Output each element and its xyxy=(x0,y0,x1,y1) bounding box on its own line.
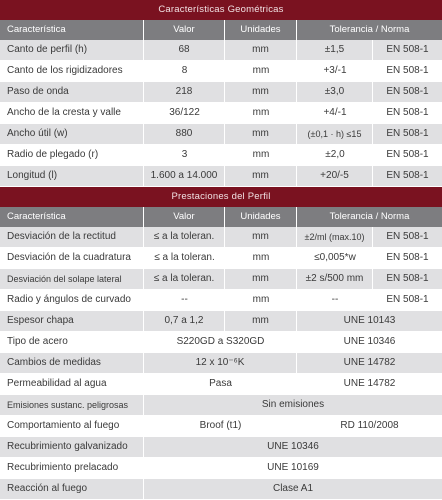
cell-unidades: mm xyxy=(252,294,270,305)
table-row xyxy=(0,166,442,187)
cell-valor: 0,7 a 1,2 xyxy=(144,311,225,331)
cell-norma: EN 508-1 xyxy=(386,86,429,97)
header-valor: Valor xyxy=(144,207,225,227)
cell-unidades: mm xyxy=(225,124,297,144)
cell-valor: Sin emisiones xyxy=(261,399,325,410)
perf-header-row xyxy=(0,207,442,227)
table-row xyxy=(0,290,442,311)
cell-norma: EN 508-1 xyxy=(386,44,429,55)
header-tolerancia: Tolerancia / Norma xyxy=(329,24,410,35)
cell-caracteristica: Cambios de medidas xyxy=(0,353,144,373)
cell-norma: UNE 14782 xyxy=(343,378,396,389)
cell-caracteristica: Ancho útil (w) xyxy=(0,124,144,144)
cell-valor: 68 xyxy=(144,40,225,60)
cell-valor: 12 x 10⁻⁶K xyxy=(144,353,297,373)
cell-norma: UNE 10346 xyxy=(343,336,396,347)
geo-header-row xyxy=(0,20,442,40)
cell-caracteristica: Comportamiento al fuego xyxy=(7,420,120,431)
cell-tolerancia: +20/-5 xyxy=(297,166,373,186)
cell-valor: -- xyxy=(181,294,188,305)
cell-tolerancia: ±1,5 xyxy=(297,40,373,60)
table-row xyxy=(0,145,442,166)
cell-tolerancia: +3/-1 xyxy=(323,65,347,76)
table-row xyxy=(0,124,442,145)
cell-caracteristica: Longitud (l) xyxy=(0,166,144,186)
cell-valor: 8 xyxy=(181,65,188,76)
cell-caracteristica: Ancho de la cresta y valle xyxy=(7,107,121,118)
cell-caracteristica: Desviación de la cuadratura xyxy=(7,252,131,263)
cell-valor: 880 xyxy=(144,124,225,144)
table-row xyxy=(0,437,442,458)
cell-caracteristica: Reacción al fuego xyxy=(0,479,144,499)
cell-caracteristica: Permeabilidad al agua xyxy=(7,378,107,389)
cell-caracteristica: Radio de plegado (r) xyxy=(7,149,99,160)
cell-valor: Broof (t1) xyxy=(199,420,242,431)
cell-caracteristica: Tipo de acero xyxy=(7,336,68,347)
cell-unidades: mm xyxy=(252,107,270,118)
cell-valor: 1.600 a 14.000 xyxy=(144,166,225,186)
cell-valor: Pasa xyxy=(209,378,232,389)
cell-valor: 36/122 xyxy=(169,107,200,118)
table-row xyxy=(0,458,442,479)
cell-norma: UNE 14782 xyxy=(343,357,396,368)
cell-caracteristica: Desviación de la rectitud xyxy=(0,227,144,247)
cell-valor: 218 xyxy=(144,82,225,102)
cell-norma: EN 508-1 xyxy=(386,170,429,181)
cell-norma: EN 508-1 xyxy=(386,231,429,242)
cell-norma: EN 508-1 xyxy=(386,252,429,263)
cell-caracteristica: Espesor chapa xyxy=(0,311,144,331)
cell-valor: 3 xyxy=(181,149,188,160)
cell-norma: EN 508-1 xyxy=(386,273,429,284)
cell-tolerancia: ±2/ml (max.10) xyxy=(297,227,373,247)
table-row xyxy=(0,269,442,290)
cell-tolerancia: (±0,1 · h) ≤15 xyxy=(297,124,373,144)
cell-norma: UNE 10169 xyxy=(267,462,319,473)
cell-norma: RD 110/2008 xyxy=(340,420,399,431)
perf-section-title: Prestaciones del Perfil xyxy=(0,187,442,207)
cell-caracteristica: Recubrimiento prelacado xyxy=(7,462,119,473)
cell-tolerancia: ±3,0 xyxy=(297,82,373,102)
cell-caracteristica: Canto de los rigidizadores xyxy=(7,65,123,76)
header-caracteristica: Característica xyxy=(0,20,144,40)
cell-unidades: mm xyxy=(252,65,270,76)
cell-norma: EN 508-1 xyxy=(386,107,429,118)
header-unidades: Unidades xyxy=(225,207,297,227)
cell-valor: ≤ a la toleran. xyxy=(144,227,225,247)
cell-tolerancia: +4/-1 xyxy=(323,107,347,118)
cell-tolerancia: ±2 s/500 mm xyxy=(297,269,373,289)
cell-tolerancia: ±2,0 xyxy=(325,149,345,160)
cell-norma: EN 508-1 xyxy=(386,65,429,76)
cell-valor: S220GD a S320GD xyxy=(176,336,265,347)
cell-valor: ≤ a la toleran. xyxy=(154,252,215,263)
cell-unidades: mm xyxy=(225,40,297,60)
cell-caracteristica: Paso de onda xyxy=(0,82,144,102)
cell-valor: ≤ a la toleran. xyxy=(144,269,225,289)
table-row xyxy=(0,374,442,395)
table-row xyxy=(0,227,442,248)
cell-unidades: mm xyxy=(225,82,297,102)
table-row xyxy=(0,61,442,82)
table-row xyxy=(0,248,442,269)
table-row xyxy=(0,416,442,437)
table-row xyxy=(0,311,442,332)
table-row xyxy=(0,103,442,124)
cell-caracteristica: Desviación del solape lateral xyxy=(0,269,144,289)
cell-unidades: mm xyxy=(252,252,270,263)
table-row xyxy=(0,332,442,353)
cell-unidades: mm xyxy=(225,166,297,186)
cell-unidades: mm xyxy=(225,311,297,331)
header-valor: Valor xyxy=(144,20,225,40)
cell-caracteristica: Canto de perfil (h) xyxy=(0,40,144,60)
table-row xyxy=(0,353,442,374)
cell-norma: UNE 10346 xyxy=(267,441,319,452)
header-tolerancia: Tolerancia / Norma xyxy=(329,211,410,222)
cell-tolerancia: ≤0,005*w xyxy=(314,252,356,263)
cell-caracteristica: Radio y ángulos de curvado xyxy=(7,294,131,305)
geo-section-title: Características Geométricas xyxy=(0,0,442,20)
cell-unidades: mm xyxy=(252,149,270,160)
cell-norma: UNE 10143 xyxy=(343,315,396,326)
cell-unidades: mm xyxy=(225,269,297,289)
table-row xyxy=(0,40,442,61)
cell-unidades: mm xyxy=(225,227,297,247)
table-row xyxy=(0,82,442,103)
cell-norma: EN 508-1 xyxy=(386,149,429,160)
header-unidades: Unidades xyxy=(225,20,297,40)
cell-norma: EN 508-1 xyxy=(386,128,429,139)
cell-valor: Clase A1 xyxy=(272,483,314,494)
cell-caracteristica: Recubrimiento galvanizado xyxy=(0,437,144,457)
cell-tolerancia: -- xyxy=(331,294,339,305)
cell-norma: EN 508-1 xyxy=(386,294,429,305)
header-caracteristica: Característica xyxy=(0,207,144,227)
table-row xyxy=(0,395,442,416)
cell-caracteristica: Emisiones sustanc. peligrosas xyxy=(0,395,144,415)
table-row xyxy=(0,479,442,500)
